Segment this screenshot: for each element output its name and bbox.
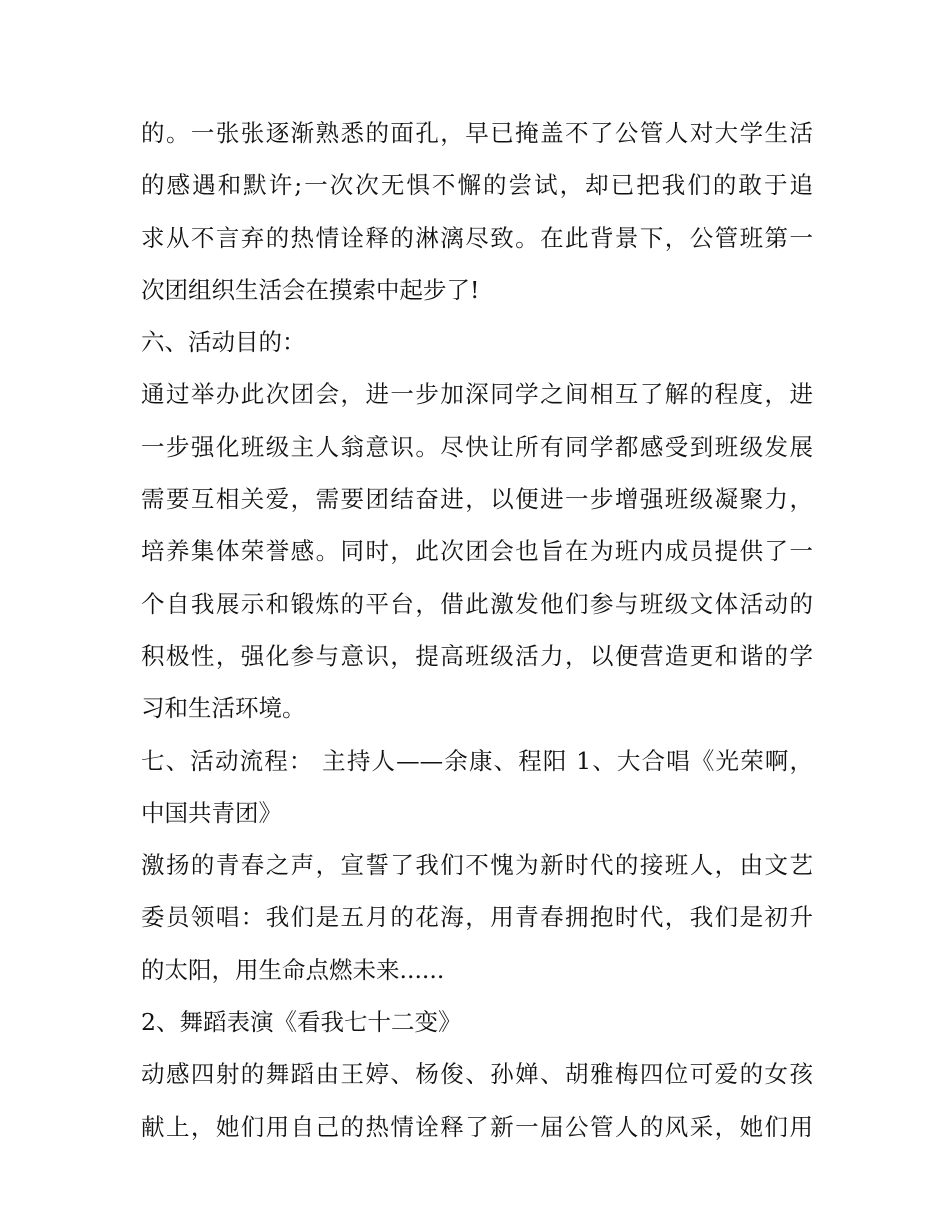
text-line: 习和生活环境。 [141,694,306,723]
section-heading: 七、活动流程： 主持人——余康、程阳 1、大合唱《光荣啊， [141,746,813,775]
text-line: 的感遇和默许;一次次无惧不懈的尝试，却已把我们的敢于追 [141,171,813,200]
text-line: 激扬的青春之声，宣誓了我们不愧为新时代的接班人，由文艺 [141,851,813,880]
text-line: 动感四射的舞蹈由王婷、杨俊、孙婵、胡雅梅四位可爱的女孩 [141,1060,813,1089]
section-heading: 六、活动目的： [141,328,306,357]
text-line: 通过举办此次团会，进一步加深同学之间相互了解的程度，进 [141,380,813,409]
text-line: 献上，她们用自己的热情诠释了新一届公管人的风采，她们用 [141,1112,813,1141]
text-line: 中国共青团》 [141,798,282,827]
text-line: 积极性，强化参与意识，提高班级活力，以便营造更和谐的学 [141,641,813,670]
text-line: 的太阳，用生命点燃未来...... [141,955,445,984]
text-line: 的。一张张逐渐熟悉的面孔，早已掩盖不了公管人对大学生活 [141,119,813,147]
text-line: 一步强化班级主人翁意识。尽快让所有同学都感受到班级发展 [141,432,813,461]
text-line: 培养集体荣誉感。同时，此次团会也旨在为班内成员提供了一 [141,537,813,566]
text-line: 需要互相关爱，需要团结奋进，以便进一步增强班级凝聚力， [141,485,813,514]
text-line: 委员领唱：我们是五月的花海，用青春拥抱时代，我们是初升 [141,903,813,932]
document-body [141,107,813,1153]
text-line: 求从不言弃的热情诠释的淋漓尽致。在此背景下，公管班第一 [141,223,813,252]
text-line: 次团组织生活会在摸索中起步了! [141,275,480,304]
program-item-heading: 2、舞蹈表演《看我七十二变》 [141,1008,462,1037]
text-line: 个自我展示和锻炼的平台，借此激发他们参与班级文体活动的 [141,589,813,618]
